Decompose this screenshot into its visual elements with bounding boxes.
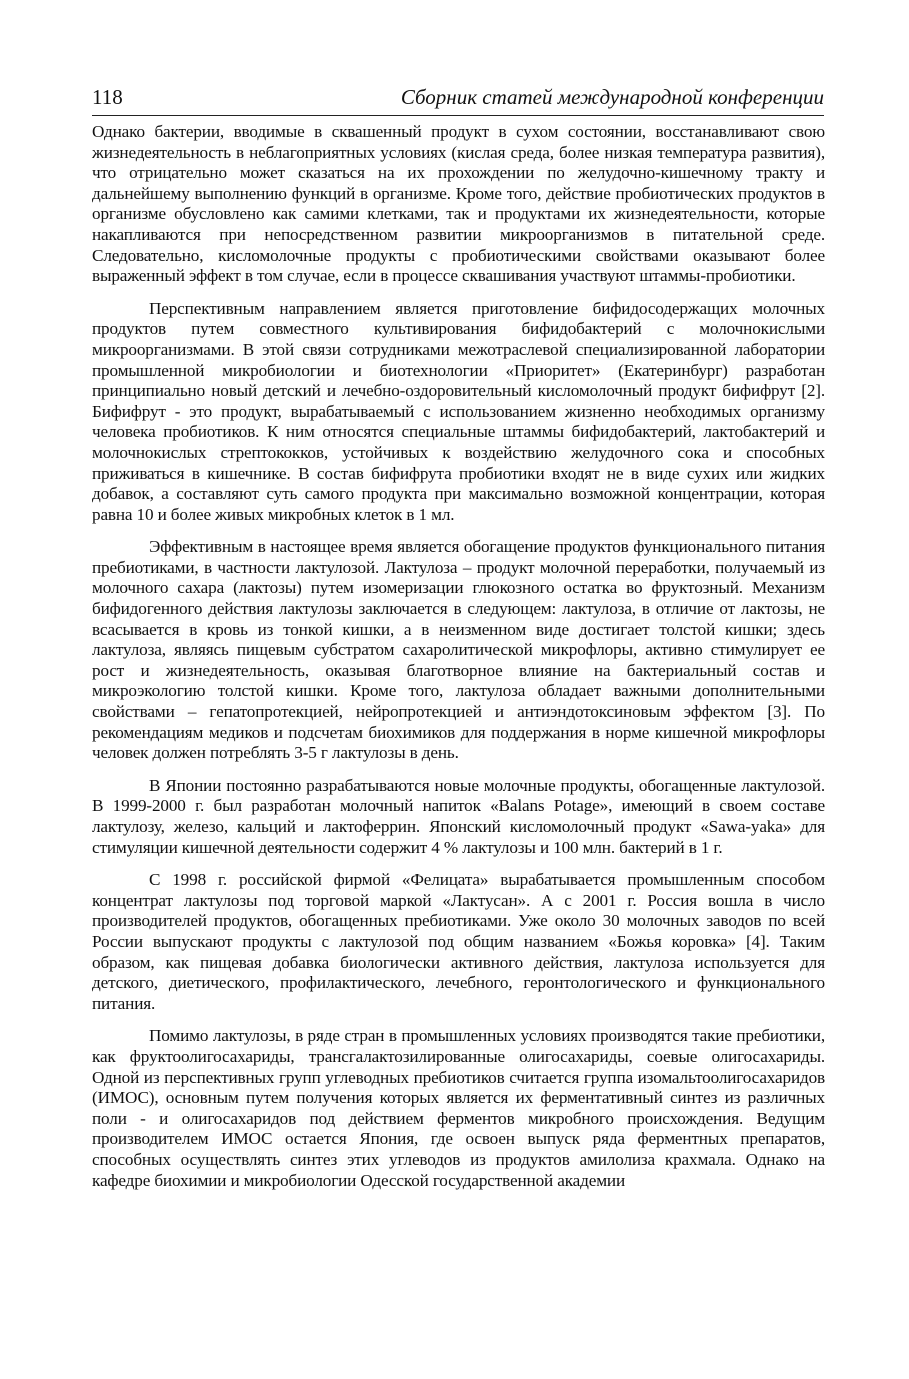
paragraph-2: Перспективным направлением является приготовление бифидосодержащих молочных продуктов путем совместного культивирования бифидобактерий с молочнокислыми микроорганизмами. В этой связи сотрудниками межотраслевой специализированной лаборатории промышленной микробиологии и биотехнологии «Приоритет» (Екатеринбург) разработан принципиально новый детский и лечебно-оздоровительный кисломолочный продукт бифифрут [2]. Бифифрут - это продукт, вырабатываемый с использованием жизненно необходимых организму человека пробиотиков. К ним относятся специальные штаммы бифидобактерий, лактобактерий и молочнокислых стрептококков, устойчивых к воздействию желудочного сока и способных приживаться в кишечнике. В состав бифифрута пробиотики входят не в виде сухих или жидких добавок, а составляют суть самого продукта при максимально возможной концентрации, которая равна 10 и более живых микробных клеток в 1 мл. [92,298,825,524]
paragraph-3: Эффективным в настоящее время является обогащение продуктов функционального питания пребиотиками, в частности лактулозой. Лактулоза – продукт молочной переработки, получаемый из молочного сахара (лактозы) путем изомеризации глюкозного остатка во фруктозный. Механизм бифидогенного действия лактулозы заключается в следующем: лактулоза, в отличие от лактозы, не всасывается в кровь из тонкой кишки, а в неизменном виде достигает толстой кишки; здесь лактулоза, являясь пищевым субстратом сахаролитической микрофлоры, активно стимулирует ее рост и жизнедеятельность, оказывая благотворное влияние на бактериальный состав и микроэкологию толстой кишки. Кроме того, лактулоза обладает важными дополнительными свойствами – гепатопротекцией, нейропротекцией и антиэндотоксиновым эффектом [3]. По рекомендациям медиков и подсчетам биохимиков для поддержания в норме кишечной микрофлоры человек должен потреблять 3-5 г лактулозы в день. [92,537,825,763]
running-title: Сборник статей международной конференции [400,85,824,109]
page-header [92,84,824,118]
paragraph-4: В Японии постоянно разрабатываются новые молочные продукты, обогащенные лактулозой. В 1999-2000 г. был разработан молочный напиток «Balans Potage», имеющий в своем составе лактулозу, железо, кальций и лактоферрин. Японский кисломолочный продукт «Sawa-yaka» для стимуляции кишечной деятельности содержит 4 % лактулозы и 100 млн. бактерий в 1 г. [92,775,825,857]
paragraph-1: Однако бактерии, вводимые в сквашенный продукт в сухом состоянии, восстанавливают свою жизнедеятельность в неблагоприятных условиях (кислая среда, более низкая температура развития), что отрицательно может сказаться на их прохождении по желудочно-кишечному тракту и дальнейшему выполнению функций в организме. Кроме того, действие пробиотических продуктов в организме обусловлено как самими клетками, так и продуктами их жизнедеятельности, которые накапливаются при непосредственном развитии микроорганизмов в питательной среде. Следовательно, кисломолочные продукты с пробиотическими свойствами оказывают более выраженный эффект в том случае, если в процессе сквашивания участвуют штаммы-пробиотики. [92,122,825,286]
paragraph-6: Помимо лактулозы, в ряде стран в промышленных условиях производятся такие пребиотики, как фруктоолигосахариды, трансгалактозилированные олигосахариды, соевые олигосахариды. Одной из перспективных групп углеводных пребиотиков считается группа изомальтоолигосахаридов (ИМОС), основным путем получения которых является их ферментативный синтез из различных поли - и олигосахаридов под действием ферментов микробного происхождения. Ведущим производителем ИМОС остается Япония, где освоен выпуск ряда ферментных препаратов, способных осуществлять синтез этих углеводов из продуктов амилолиза крахмала. Однако на кафедре биохимии и микробиологии Одесской государственной академии [92,1026,825,1190]
article-body [92,122,825,1191]
header-divider [92,115,824,116]
paragraph-5: С 1998 г. российской фирмой «Фелицата» вырабатывается промышленным способом концентрат лактулозы под торговой маркой «Лактусан». А с 2001 г. Россия вошла в число производителей продуктов, обогащенных пребиотиками. Уже около 30 молочных заводов по всей России выпускают продукты с лактулозой под общим названием «Божья коровка» [4]. Таким образом, как пищевая добавка биологически активного действия, лактулоза используется для детского, диетического, профилактического, лечебного, геронтологического и функционального питания. [92,870,825,1013]
page-number: 118 [92,85,123,109]
